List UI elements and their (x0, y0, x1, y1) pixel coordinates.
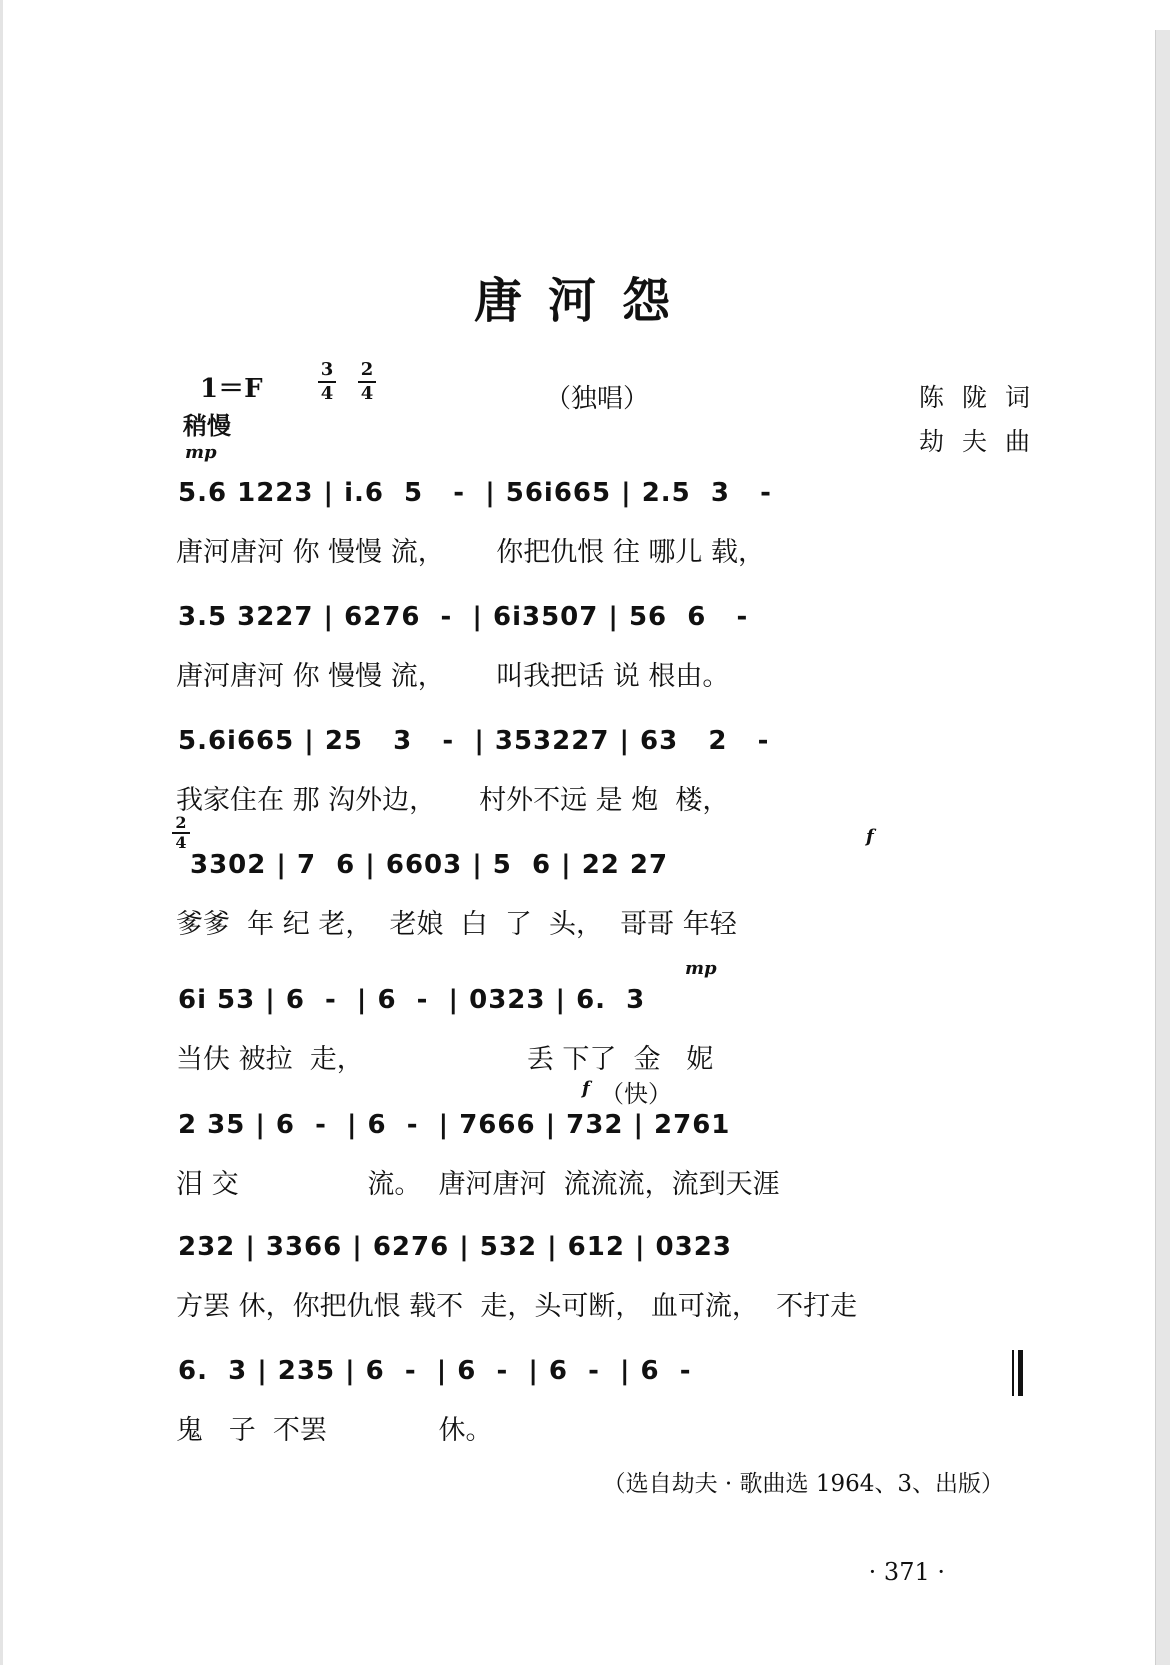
time-sig-top: 3 (320, 359, 334, 380)
dynamic-marking-f: f (866, 826, 874, 847)
lyrics-line-1: 唐河唐河 你 慢慢 流， 你把仇恨 往 哪儿 载， (176, 537, 765, 568)
time-sig-top: 2 (360, 359, 374, 380)
notation-line-3: 5.6i665 | 25 3 - | 353227 | 63 2 - (178, 726, 770, 756)
time-signature-change (172, 815, 190, 851)
notation-line-8: 6. 3 | 235 | 6 - | 6 - | 6 - | 6 - (178, 1356, 692, 1386)
page-left-edge (0, 0, 3, 1665)
lyricist-credit: 陈陇词 (918, 383, 1048, 412)
key-signature: 1＝F (200, 374, 263, 404)
time-sig-bottom: 4 (320, 383, 334, 404)
tempo-marking: 稍慢 (183, 411, 231, 440)
notation-line-7: 232 | 3366 | 6276 | 532 | 612 | 0323 (178, 1232, 732, 1262)
performance-form: （独唱） (545, 384, 650, 414)
notation-line-4: 3302 | 7 6 | 6603 | 5 6 | 22 27 (190, 850, 669, 880)
time-signature-2-4 (358, 360, 376, 404)
time-signature-3-4 (318, 360, 336, 404)
dynamic-marking-mp: mp (685, 958, 717, 979)
final-barline-thick (1018, 1350, 1023, 1396)
time-sig-top: 2 (175, 813, 187, 832)
final-barline-thin (1012, 1350, 1014, 1396)
song-title: 唐河怨 (473, 273, 696, 329)
lyrics-line-2: 唐河唐河 你 慢慢 流， 叫我把话 说 根由。 (176, 661, 730, 692)
notation-line-6: 2 35 | 6 - | 6 - | 7666 | 732 | 2761 (178, 1110, 731, 1140)
notation-line-1: 5.6 1223 | i.6 5 - | 56i665 | 2.5 3 - (178, 478, 772, 508)
lyrics-line-4: 爹爹 年 纪 老， 老娘 白 了 头， 哥哥 年轻 (176, 909, 737, 940)
dynamic-marking-f: f (582, 1078, 590, 1099)
time-sig-bottom: 4 (175, 833, 187, 852)
notation-line-5: 6i 53 | 6 - | 6 - | 0323 | 6. 3 (178, 985, 646, 1015)
source-citation: （选自劫夫 · 歌曲选 1964、3、出版） (602, 1471, 1004, 1497)
lyrics-line-6: 泪 交 流。 唐河唐河 流流流，流到天涯 (176, 1169, 780, 1200)
time-sig-bottom: 4 (360, 383, 374, 404)
dynamic-marking: mp (185, 442, 217, 463)
notation-line-2: 3.5 3227 | 6276 - | 6i3507 | 56 6 - (178, 602, 749, 632)
tempo-change: （快） (600, 1080, 672, 1108)
lyrics-line-3: 我家住在 那 沟外边， 村外不远 是 炮 楼， (176, 785, 730, 816)
composer-credit: 劫夫曲 (918, 427, 1048, 456)
lyrics-line-7: 方罢 休，你把仇恨 载不 走，头可断， 血可流， 不打走 (176, 1291, 858, 1322)
page-number: · 371 · (868, 1558, 945, 1586)
lyrics-line-5: 当伕 被拉 走， 丢 下了 金 妮 (176, 1044, 714, 1075)
lyrics-line-8: 鬼 子 不罢 休。 (176, 1415, 493, 1446)
